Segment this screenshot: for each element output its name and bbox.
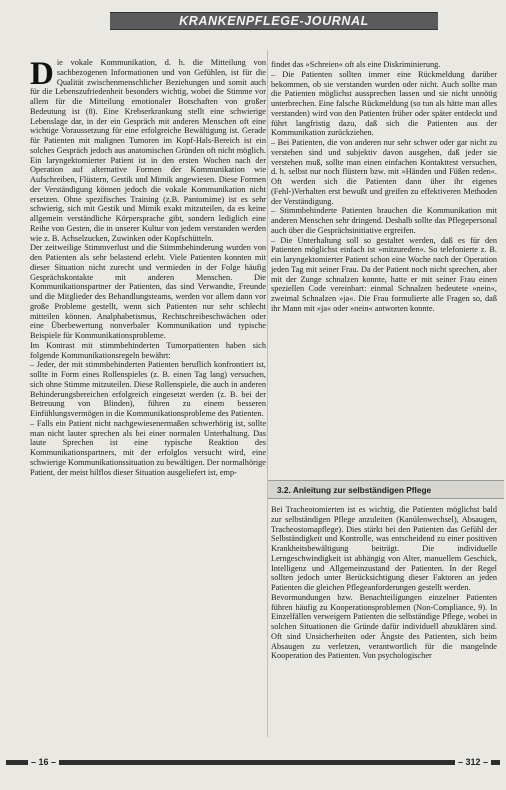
paragraph: – Die Patienten sollten immer eine Rückmeldung darüber bekommen, ob sie verstanden wurden oder nicht. Auch sollte man die Patienten möglichst aussprechen lassen und sie nicht unnötig unterbrechen. Eine falsche Rückmeldung (so tun als hätte man alles verstanden) wird von den Patienten früher oder später entdeckt und führt langfristig dazu, daß sich die Patienten aus der Kommunikation zurückziehen.	[271, 69, 497, 138]
page-number-left: – 16 –	[28, 757, 59, 767]
section-heading-box	[268, 480, 504, 499]
paragraph: – Jeder, der mit stimmbehinderten Patienten beruflich konfrontiert ist, sollte in Form eines Rollenspieles (z. B. einen Tag lang) versuchen, sich ohne Stimme mitzuteilen. Diese Rollenspiele, die auch in anderen Behinderungsbereichen erfolgreich eingesetzt werden (z. B. bei der Betreuung von Blinden), führen zu einem besseren Einfühlungsvermögen in die Kommunikationsprobleme des Patienten.	[30, 360, 266, 418]
column-divider	[267, 50, 268, 737]
section-heading: 3.2. Anleitung zur selbständigen Pflege	[277, 484, 432, 495]
drop-cap: D	[30, 56, 54, 92]
page-number-right: – 312 –	[455, 757, 491, 767]
paragraph: Der zeitweilige Stimmverlust und die Stimmbehinderung wurden von den Patienten als sehr belastend erlebt. Viele Patienten konnten mit dieser Situation nicht zurecht und vermieden in der Folge häufig Gesprächskontakte mit anderen Menschen. Die Kommunikationspartner der Patienten, das sind Verwandte, Freunde und die Mitglieder des Behandlungsteams, werden vor allem dann vor große Probleme gestellt, wenn sich Patienten nur sehr schlecht mitteilen können. Analphabetismus, Rechtschreibeschwächen oder eine Überbewertung nonverbaler Kommunikation und typische Beispiele für Kommunikationsprobleme.	[30, 243, 266, 340]
paragraph: Bei Tracheotomierten ist es wichtig, die Patienten möglichst bald zur selbständigen Pflege anzuleiten (Kanülenwechsel), Absaugen, Tracheostomapflege). Dies stärkt bei den Patienten das Gefühl der Selbständigkeit und Kontrolle, was entscheidend zu einer positiven Krankheitsbewältigung beiträgt. Die individuelle Lerngeschwindigkeit ist abhängig von Alter, manuellem Geschick, Intelligenz und Allgemeinzustand der Patienten. In der Regel sollten jedoch unter Berücksichtigung dieser Faktoren an jeden Patienten die gleichen Pflegeanforderungen gestellt werden.	[271, 505, 497, 592]
journal-title: KRANKENPFLEGE-JOURNAL	[179, 14, 369, 28]
paragraph: – Die Unterhaltung soll so gestaltet werden, daß es für den Patienten möglichst einfach ist »mitzureden«. So telefonierte z. B. ein laryngektomierter Patient schon eine Woche nach der Operation jeden Tag mit seiner Frau. Da der Patient noch nicht sprechen, aber mit der Zunge schnalzen konnte, hatte er mit seiner Frau einen speziellen Code vereinbart: einmal Schnalzen bedeutete »nein«, zweimal Schnalzen »ja«. Die Frau formulierte alle Fragen so, daß ihr Mann mit »ja« oder »nein« antworten konnte.	[271, 235, 497, 313]
header-bar	[110, 12, 438, 30]
paragraph: – Falls ein Patient nicht nachgewiesenermaßen schwerhörig ist, sollte man nicht lauter sprechen als bei einer normalen Unterhaltung. Das laute Sprechen ist eine typische Reaktion des Kommunikationspartners, mit der erfolglos versucht wird, eine schwierige Kommunikationssituation zu bewältigen. Der normalhörige Patient, der meist hilflos dieser Situation ausgeliefert ist, emp-	[30, 418, 266, 477]
paragraph: – Bei Patienten, die von anderen nur sehr schwer oder gar nicht zu verstehen sind und subjektiv davon ausgehen, daß jeder sie verstehen muß, sollte man einen einfachen Kontakttest versuchen, d. h. selbst nur noch flüstern bzw. mit »Händen und Füßen reden«. Oft werden sich die Patienten dann über ihr eigenes (Fehl-)Verhalten erst bewußt und greifen zu effektiveren Methoden der Verständigung.	[271, 138, 497, 206]
right-column-upper	[271, 60, 497, 314]
right-column-lower	[271, 505, 497, 661]
left-column	[30, 58, 266, 477]
paragraph: Bevormundungen bzw. Benachteiligungen einzelner Patienten führen häufig zu Kooperationsproblemen (Non-Compliance, 9). In Einzelfällen verweigern Patienten die selbständige Pflege, wobei in solchen Situationen die Gründe dafür individuell abzuklären sind. Oft sind Unsicherheiten oder Ängste des Patienten, sich beim Absaugen zu verletzen, verantwortlich für die mangelnde Kooperation des Patienten. Von psychologischer	[271, 592, 497, 661]
paragraph: Im Kontrast mit stimmbehinderten Tumorpatienten haben sich folgende Kommunikationsregeln bewährt:	[30, 340, 266, 360]
paragraph: Die vokale Kommunikation, d. h. die Mitteilung von sachbezogenen Informationen und von Gefühlen, ist für die Qualität zwischenmenschlicher Beziehungen und somit auch für die Lebenszufriedenheit besonders wichtig, wobei die Stimme vor allem für die Mitteilung emotionaler Botschaften von großer Bedeutung ist (8). Eine Krebserkrankung stellt eine schwierige Lebenslage dar, in der ein Gespräch mit anderen Menschen oft eine wichtige Voraussetzung für eine erfolgreiche Bewältigung ist. Gerade für Patienten mit malignen Tumoren im Kopf-Hals-Bereich ist ein solches Gespräch jedoch aus anatomischen Gründen oft nicht möglich. Ein laryngektomierter Patient ist in den ersten Wochen nach der Operation auf alternative Formen der Kommunikation wie Aufschreiben, Flüstern, Gestik und Mimik angewiesen. Diese Formen der Verständigung können jedoch die vokale Kommunikation nicht ersetzen. Ohne spezifisches Training (z.B. Pantomime) ist es sehr schwierig, sich mit Gestik und Mimik exakt mitzuteilen, da es keine allgemein verständliche Körpersprache gibt, sondern lediglich eine Reihe von Gesten, die in unserer Kultur von jedem verstanden werden wie z. B. Achselzucken, Zuwinken oder Kopfschütteln.	[30, 56, 266, 243]
footer-rule	[6, 760, 500, 765]
paragraph: – Stimmbehinderte Patienten brauchen die Kommunikation mit anderen Menschen sehr dringend. Deshalb sollte das Pflegepersonal auch über die Gesprächsinitiative ergreifen.	[271, 206, 497, 235]
paragraph: findet das »Schreien« oft als eine Diskriminierung.	[271, 60, 441, 69]
